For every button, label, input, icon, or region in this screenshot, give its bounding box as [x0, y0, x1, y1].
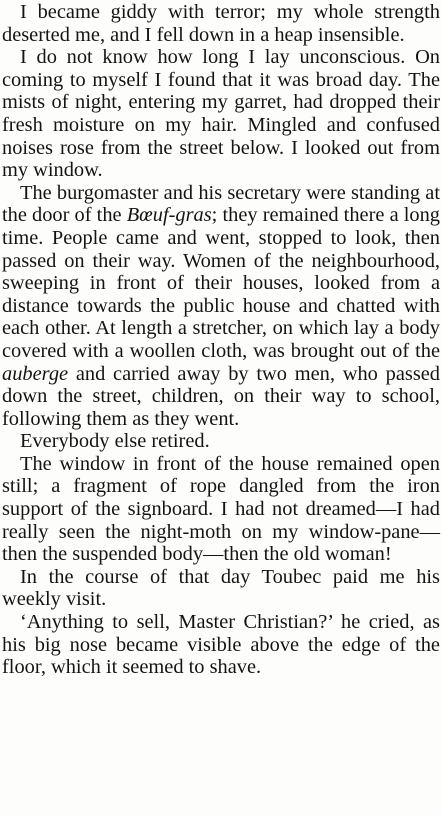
paragraph: [2, 46, 440, 182]
text-run: ‘Anything to sell, Master Christian?’ he cried, as his big nose became visible above the edge of the floor, which it seemed to shave.: [2, 611, 440, 679]
text-run: I became giddy with terror; my whole strength deserted me, and I fell down in a heap insensible.: [2, 1, 440, 46]
text-column: [2, 1, 440, 679]
text-run: I do not know how long I lay unconscious. On coming to myself I found that it was broad day. The mists of night, entering my garret, had dropped their fresh moisture on my hair. Mingled and confused noises rose from the street below. I looked out from my window.: [2, 46, 440, 182]
paragraph: [2, 430, 440, 453]
text-run: In the course of that day Toubec paid me his weekly visit.: [2, 565, 440, 611]
text-run: The window in front of the house remained open still; a fragment of rope dangled from the iron support of the signboard. I had not dreamed—I had really seen the night-moth on my window-pane—then the suspended body—then the old woman!: [2, 452, 440, 566]
paragraph: [2, 1, 440, 46]
text-run: ; they remained there a long time. People came and went, stopped to look, then passed on their way. Women of the neighbourhood, sweeping in front of their houses, looked from a distance towards the public house and chatted with each other. At length a stretcher, on which lay a body covered with a woollen cloth, was brought out of the: [2, 204, 440, 362]
paragraph: [2, 453, 440, 566]
text-run: and carried away by two men, who passed down the street, children, on their way to school, following them as they went.: [2, 362, 440, 430]
italic-text: Bœuf-gras: [126, 204, 212, 227]
text-run: The burgomaster and his secretary were standing at the door of the: [2, 181, 440, 227]
text-run: Everybody else retired.: [20, 430, 210, 453]
italic-text: auberge: [2, 362, 69, 385]
paragraph: [2, 182, 440, 431]
paragraph: [2, 611, 440, 679]
paragraph: [2, 566, 440, 611]
